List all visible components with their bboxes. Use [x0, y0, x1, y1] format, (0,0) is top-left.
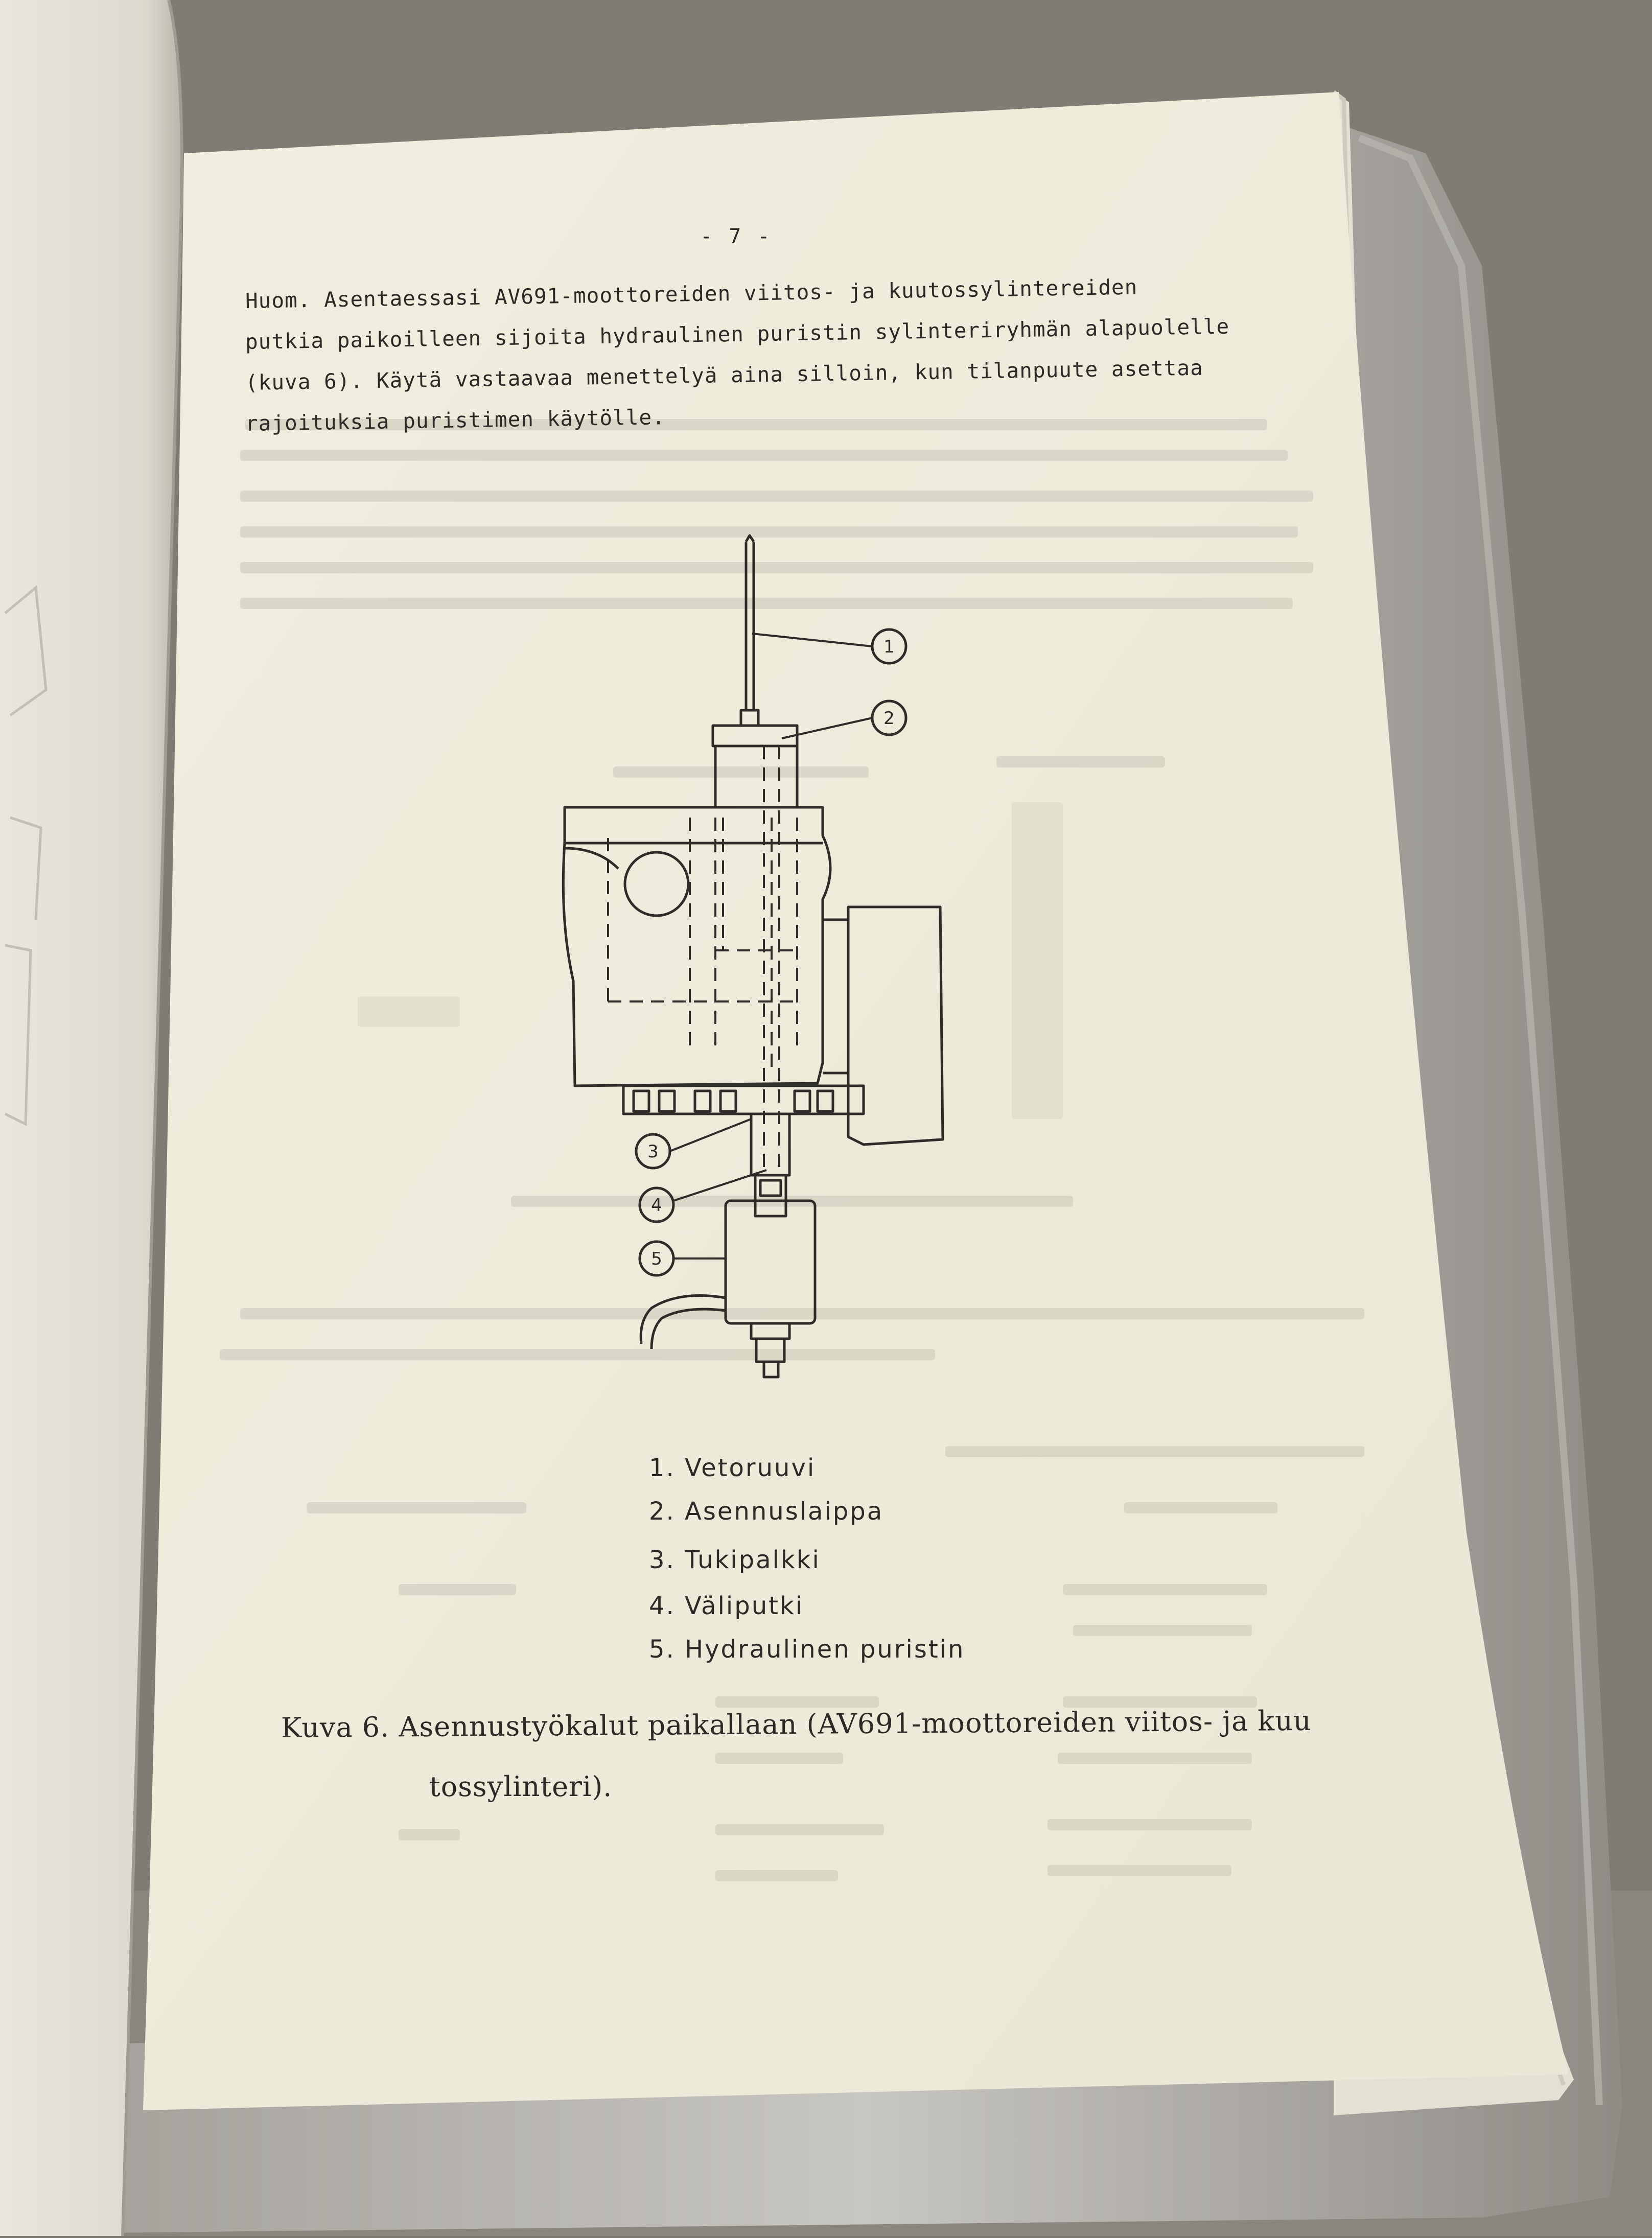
figure-caption: Kuva 6. Asennustyökalut paikallaan (AV691-moottoreiden viitos- ja kuu — [281, 1704, 1312, 1744]
note-line: putkia paikoilleen sijoita hydraulinen puristin sylinteriryhmän alapuolelle — [245, 314, 1230, 354]
legend-item-4: 4. Väliputki — [649, 1592, 804, 1620]
callout-4: 4 — [651, 1195, 662, 1216]
legend-item-5: 5. Hydraulinen puristin — [649, 1635, 965, 1664]
callout-2: 2 — [883, 708, 895, 729]
page-number: - 7 - — [700, 225, 772, 248]
note-line: Huom. Asentaessasi AV691-moottoreiden viitos- ja kuutossylintereiden — [245, 274, 1138, 313]
figure-caption-continued: tossylinteri). — [429, 1770, 613, 1803]
legend-item-2: 2. Asennuslaippa — [649, 1497, 884, 1526]
legend-item-1: 1. Vetoruuvi — [649, 1454, 816, 1482]
note-line: rajoituksia puristimen käytölle. — [245, 405, 666, 436]
note-line: (kuva 6). Käytä vastaavaa menettelyä aina silloin, kun tilanpuute asettaa — [245, 355, 1204, 395]
callout-1: 1 — [883, 637, 895, 657]
legend-item-3: 3. Tukipalkki — [649, 1546, 821, 1574]
callout-3: 3 — [647, 1141, 659, 1162]
callout-5: 5 — [651, 1249, 662, 1269]
